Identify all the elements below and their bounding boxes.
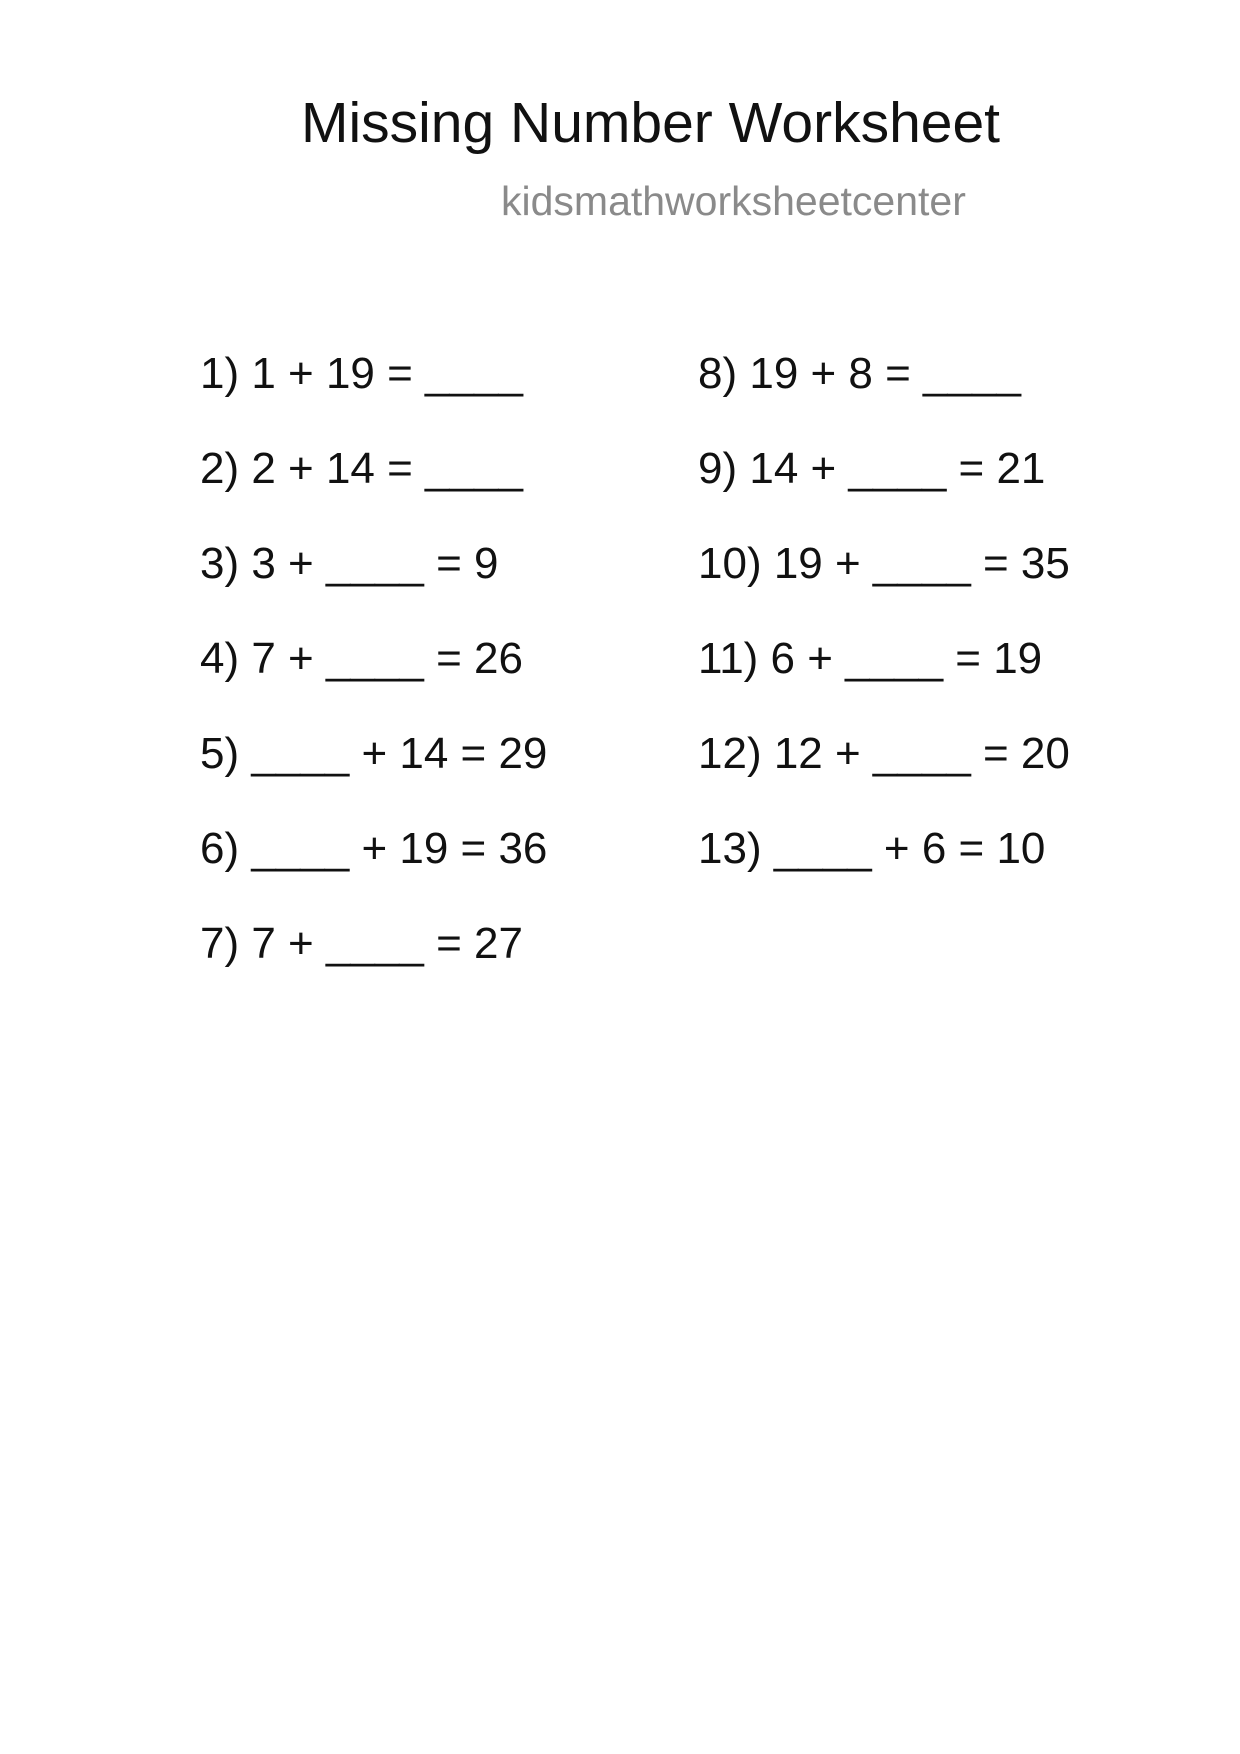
problem-list-right — [698, 349, 1070, 922]
worksheet-title: Missing Number Worksheet — [301, 91, 1001, 155]
math-problem-4: 4) 7 + ____ = 26 — [200, 634, 523, 683]
math-problem-1: 1) 1 + 19 = ____ — [200, 349, 523, 398]
worksheet-source: kidsmathworksheetcenter — [501, 178, 966, 224]
math-problem-12: 12) 12 + ____ = 20 — [698, 729, 1070, 778]
math-problem-13: 13) ____ + 6 = 10 — [698, 824, 1046, 873]
math-problem-8: 8) 19 + 8 = ____ — [698, 349, 1021, 398]
math-problem-10: 10) 19 + ____ = 35 — [698, 539, 1070, 588]
math-problem-11: 11) 6 + ____ = 19 — [698, 634, 1043, 683]
math-problem-6: 6) ____ + 19 = 36 — [200, 824, 548, 873]
math-problem-3: 3) 3 + ____ = 9 — [200, 539, 499, 588]
math-problem-7: 7) 7 + ____ = 27 — [200, 919, 523, 968]
math-problem-9: 9) 14 + ____ = 21 — [698, 444, 1046, 493]
problem-list-left — [200, 349, 548, 1017]
math-problem-5: 5) ____ + 14 = 29 — [200, 729, 548, 778]
math-problem-2: 2) 2 + 14 = ____ — [200, 444, 523, 493]
